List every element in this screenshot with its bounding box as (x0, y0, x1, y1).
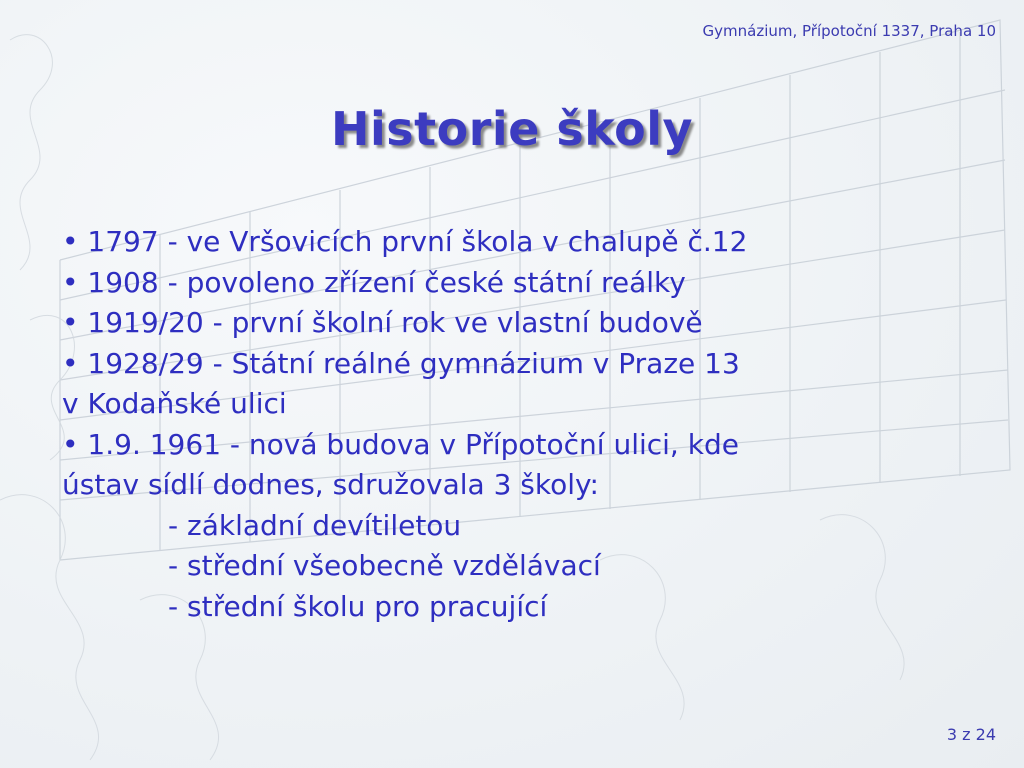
school-header: Gymnázium, Přípotoční 1337, Praha 10 (702, 22, 996, 40)
slide-title: Historie školy (331, 102, 693, 156)
history-line-1908: • 1908 - povoleno zřízení české státní reálky (62, 265, 686, 299)
history-line-1961: • 1.9. 1961 - nová budova v Přípotoční ulici, kde (62, 427, 739, 461)
history-line-1928-cont: v Kodaňské ulici (62, 387, 287, 420)
school-type-general: - střední všeobecně vzdělávací (168, 549, 601, 582)
school-type-working: - střední školu pro pracující (168, 589, 548, 623)
page-number: 3 z 24 (946, 725, 996, 744)
history-line-1919: • 1919/20 - první školní rok ve vlastní budově (62, 306, 703, 339)
school-type-basic: - základní devítiletou (168, 508, 462, 542)
history-line-1928: • 1928/29 - Státní reálné gymnázium v Praze 13 (62, 346, 740, 380)
history-line-1797: • 1797 - ve Vršovicích první škola v chalupě č.12 (62, 225, 748, 258)
history-list (62, 222, 962, 627)
history-line-1961-cont: ústav sídlí dodnes, sdružovala 3 školy: (62, 468, 599, 501)
